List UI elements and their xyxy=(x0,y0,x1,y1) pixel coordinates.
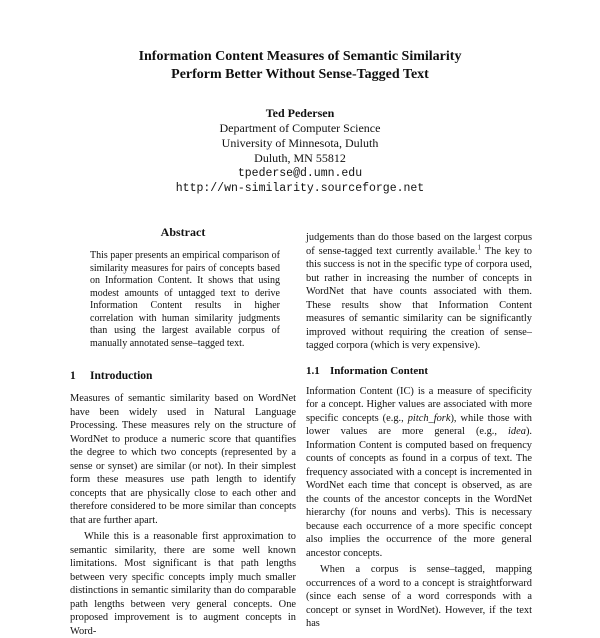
affiliation-location: Duluth, MN 55812 xyxy=(254,151,346,165)
right-column xyxy=(306,231,532,631)
author-email[interactable]: tpederse@d.umn.edu xyxy=(237,167,363,180)
ic-paragraph-2: When a corpus is sense–tagged, mapping occurrences of a word to a concept is straightforward (since each sense of a word corresponds with a concept or synset in WordNet). However, if the text has xyxy=(306,564,532,629)
ic-text-a: Information Content (IC) is a measure of specificity for a concept. Higher values are associated with more specific concepts (e.g., xyxy=(306,385,532,424)
subsection-number: 1.1 xyxy=(306,364,320,377)
author-name: Ted Pedersen xyxy=(265,106,335,120)
continued-text-b: The key to this success is not in the specific type of corpora used, but rather in increasing the number of concepts in WordNet that have counts associated with them. These results show that Information Content measures of semantic similarity can be significantly improved without requiring the creation of sense–tagged corpora (which is very expensive). xyxy=(306,245,532,351)
example-specific-concept: pitch_fork xyxy=(407,412,451,424)
ic-text-b: ), while those with lower values are more general (e.g., xyxy=(306,412,533,437)
ic-paragraph-1 xyxy=(306,385,532,561)
subsection-title: Information Content xyxy=(330,364,429,377)
affiliation-department: Department of Computer Science xyxy=(219,121,381,135)
abstract-heading: Abstract xyxy=(160,225,206,239)
affiliation-university: University of Minnesota, Duluth xyxy=(221,136,379,150)
subsection-heading-information-content xyxy=(306,365,532,377)
abstract-text: This paper presents an empirical comparison of similarity measures for pairs of concepts based on Information Content. It shows that using modest amounts of untagged text to derive Information Content results in higher correlation with human similarity judgments than using the largest available corpus of manually annotated sense–tagged text. xyxy=(90,250,280,349)
ic-text-c: ). Information Content is computed based on frequency counts of concepts as found in a corpus of text. The frequency associated with a concept is incremented in WordNet each time that concept is observed, as are the counts of the ancestor concepts in the WordNet hierarchy (for nouns and verbs). This is necessary because each occurrence of a more specific concept also implies the occurrence of the more general ancestor concepts. xyxy=(306,426,532,559)
intro-paragraph-1: Measures of semantic similarity based on WordNet have been widely used in Natural Language Processing. These measures rely on the structure of WordNet to produce a numeric score that quantifies the degree to which two concepts (represented by a sense or synset) are similar (or not). In their simplest form these measures use path length to identify concepts that are physically close to each other and therefore considered to be more similar than concepts that are further apart. xyxy=(70,393,296,526)
intro-paragraph-2: While this is a reasonable first approximation to semantic similarity, there are some well known limitations. Most significant is that path lengths between very specific concepts imply much smaller distinctions in semantic similarity than do comparable path lengths between very general concepts. One proposed improvement is to augment concepts in Word- xyxy=(70,531,296,637)
left-column xyxy=(70,225,296,638)
footnote-marker[interactable]: 1 xyxy=(477,243,481,252)
paper-title-line-2: Perform Better Without Sense-Tagged Text xyxy=(171,67,429,82)
example-general-concept: idea xyxy=(508,426,526,437)
project-url[interactable]: http://wn-similarity.sourceforge.net xyxy=(175,182,425,195)
section-heading-introduction xyxy=(70,370,296,382)
continued-text-a: judgements than do those based on the largest corpus of sense-tagged text currently available. xyxy=(306,232,532,257)
paper-title-line-1: Information Content Measures of Semantic Similarity xyxy=(138,49,462,64)
continued-paragraph xyxy=(306,231,532,353)
section-number: 1 xyxy=(70,370,76,382)
section-title: Introduction xyxy=(90,370,153,382)
paper-header xyxy=(0,48,600,196)
